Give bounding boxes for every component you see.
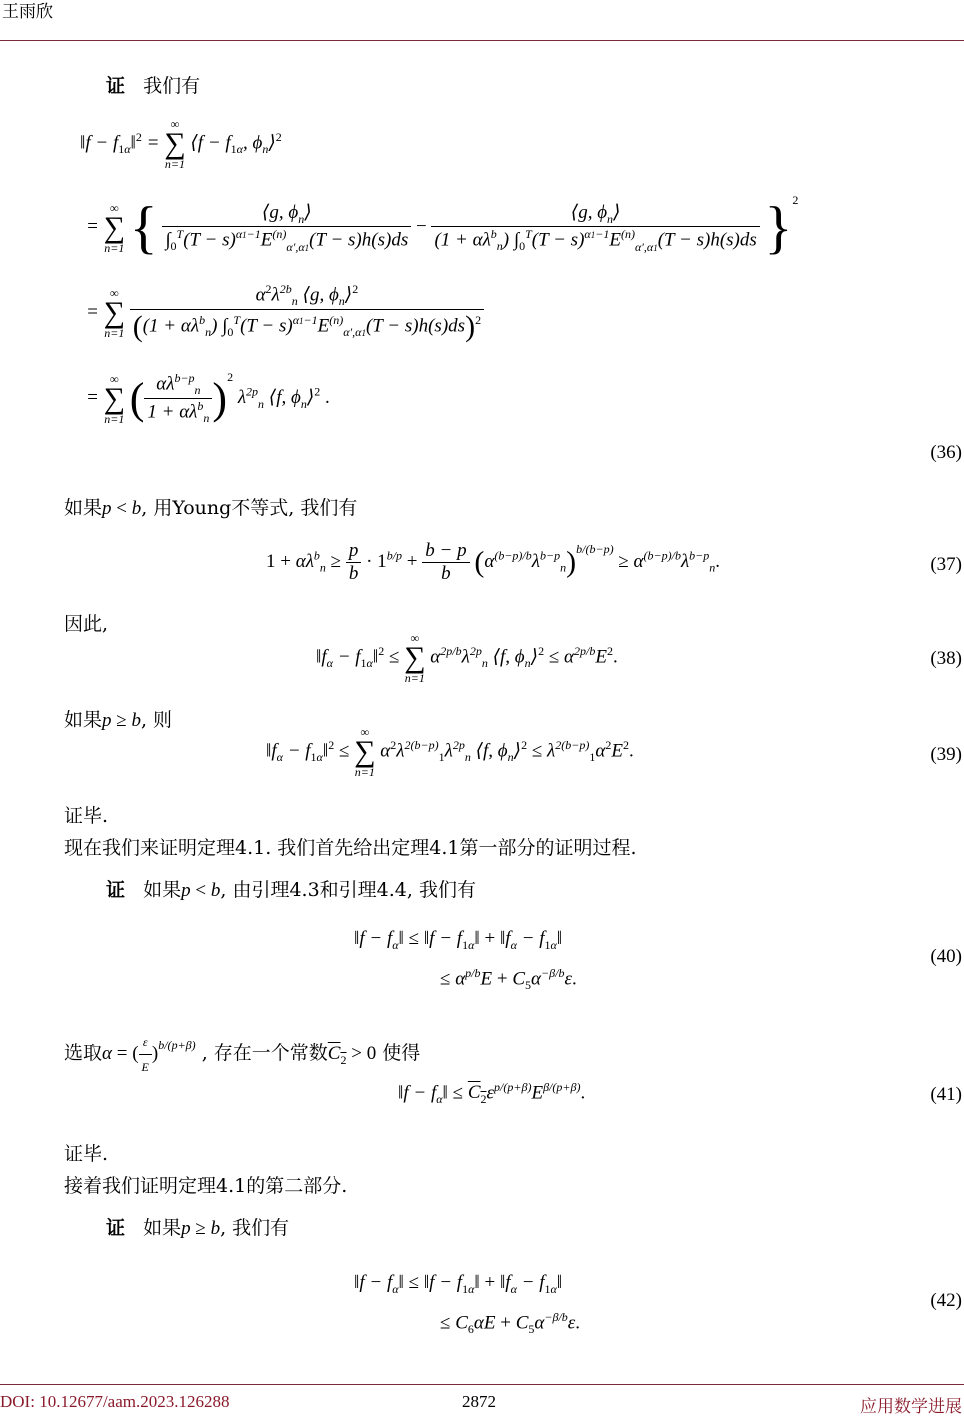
proof-label-2: 证 <box>106 879 126 901</box>
eq36-line1: ‖f − $f_{1\alpha}‖^2$ = ∞ ∑ n=1 ⟨f − $f_{1\alpha}$, $\phi_n⟩^2$ <box>80 117 282 171</box>
eq36-line3: = ∞ ∑ n=1 $\frac{\alpha^2\lambda^{2b}_n ⟨g, \phi_n⟩^2}{((1 + \alpha\lambda^b_n) \int_0^T(T - s)^{\alpha 1-1}E^{(n)}_{\alpha',\alpha 1}(T - s)h(s)ds)^2}$ <box>86 282 484 344</box>
proof2-prefix: 如果 <box>143 879 182 901</box>
therefore-text: 因此, <box>64 613 109 635</box>
eq42-line2: ≤ $C_6\alpha E + C_5\alpha^{-\beta/b}\varepsilon$. <box>440 1310 581 1337</box>
choose-prefix: 选取 <box>64 1041 103 1064</box>
proof3-heading: 证 如果p ≥ b, 我们有 <box>106 1217 290 1239</box>
choose-alpha-text: 选取α = ( $\frac{\varepsilon}{E}$ )$^{b/(p+\beta)}$ , 存在一个常数$C_2 > 0$ 使得 <box>64 1030 420 1079</box>
proof2-suffix: , 由引理4.3和引理4.4, 我们有 <box>220 879 476 901</box>
if-prefix: 如果 <box>64 497 103 519</box>
eq42-number: (42) <box>930 1290 962 1311</box>
eq37-number: (37) <box>930 554 962 575</box>
eq38-number: (38) <box>930 648 962 669</box>
if-p-lt-b-text: 如果p < b, 用Young不等式, 我们有 <box>64 497 358 519</box>
if2-prefix: 如果 <box>64 709 103 731</box>
if2-suffix: , 则 <box>140 709 173 731</box>
eq36-line4: = ∞ ∑ n=1 ( $\frac{\alpha\lambda^{b-p}_n}{1 + \alpha\lambda^b_n}$ )$^2$ $\lambda^{2p}_n$ ⟨f, $\phi_n⟩^2$ . <box>86 370 330 426</box>
footer-page-number: 2872 <box>462 1392 496 1411</box>
proof2-heading: 证 如果p < b, 由引理4.3和引理4.4, 我们有 <box>106 879 476 901</box>
eq40-line2: ≤ $\alpha^{p/b}E + C_5\alpha^{-\beta/b}\varepsilon$. <box>440 966 577 993</box>
footer-rule <box>0 1384 964 1385</box>
footer-doi-link[interactable]: DOI: 10.12677/aam.2023.126288 <box>0 1392 230 1411</box>
eq37: $1 + \alpha\lambda^b_n$ ≥ $\frac{p}{b}$ · $1^{b/p}$ + $\frac{b - p}{b}$ $(\alpha^{(b-p)/b}\lambda^{b-p}_n)^{b/(b-p)} \ge \alpha^{(b-p)/b}\lambda^{b-p}_n$. <box>266 540 721 584</box>
now-prove-text: 现在我们来证明定理4.1. 我们首先给出定理4.1第一部分的证明过程. <box>64 837 637 859</box>
running-header-author: 王雨欣 <box>2 2 53 22</box>
eq38: $‖f_\alpha$ − $f_{1\alpha}‖^2$ ≤ ∞ ∑ n=1 $\alpha^{2p/b}\lambda^{2p}_n$ ⟨f, $\phi_n⟩^2 \le \alpha^{2p/b}E^2$. <box>316 631 618 685</box>
choose-suffix: , 存在一个常数 <box>201 1041 328 1064</box>
eq42-line1: ‖f − $f_\alpha‖$ ≤ ‖f − $f_{1\alpha}‖$ + $‖f_\alpha$ − $f_{1\alpha}‖$ <box>354 1272 563 1296</box>
proof3-prefix: 如果 <box>143 1217 182 1239</box>
qed-2: 证毕. <box>64 1143 109 1165</box>
eq39: $‖f_\alpha$ − $f_{1\alpha}‖^2$ ≤ ∞ ∑ n=1 $\alpha^2\lambda^{2(b-p)}_1\lambda^{2p}_n$ ⟨f, $\phi_n⟩^2 \le \lambda^{2(b-p)}_1\alpha^2E^2$. <box>266 725 634 779</box>
proof3-suffix: , 我们有 <box>220 1217 290 1239</box>
footer-journal-name: 应用数学进展 <box>860 1397 962 1417</box>
qed-1: 证毕. <box>64 805 109 827</box>
header-rule <box>0 40 964 41</box>
eq41-number: (41) <box>930 1084 962 1105</box>
next-prove-text: 接着我们证明定理4.1的第二部分. <box>64 1175 348 1197</box>
proof-label: 证 <box>106 75 126 97</box>
eq36-line2: = ∞ ∑ n=1 { $\frac{⟨g, \phi_n⟩}{\int_0^T(T - s)^{\alpha 1-1}E^{(n)}_{\alpha',\alpha 1}(T - s)h(s)ds}$ − $\frac{⟨g, \phi_n⟩}{(1 + \alpha\lambda^b_n) \int_0^T(T - s)^{\alpha 1-1}E^{(n)}_{\alpha',\alpha 1}(T - s)h(s)ds}$ }$^2$ <box>86 193 799 260</box>
eq36-number: (36) <box>930 442 962 463</box>
eq40-number: (40) <box>930 946 962 967</box>
if-suffix: , 用Young不等式, 我们有 <box>141 497 358 519</box>
eq41: ‖f − $f_\alpha‖ \le C_2\varepsilon^{p/(p+\beta)}E^{\beta/(p+\beta)}$. <box>398 1080 586 1107</box>
eq39-number: (39) <box>930 744 962 765</box>
choose-end: 使得 <box>382 1041 421 1064</box>
if-p-ge-b-text: 如果p ≥ b, 则 <box>64 709 173 731</box>
proof1-intro: 我们有 <box>143 75 201 97</box>
proof-label-3: 证 <box>106 1217 126 1239</box>
eq40-line1: ‖f − $f_\alpha‖$ ≤ ‖f − $f_{1\alpha}‖$ + $‖f_\alpha$ − $f_{1\alpha}‖$ <box>354 928 563 952</box>
proof1-heading <box>106 74 200 98</box>
